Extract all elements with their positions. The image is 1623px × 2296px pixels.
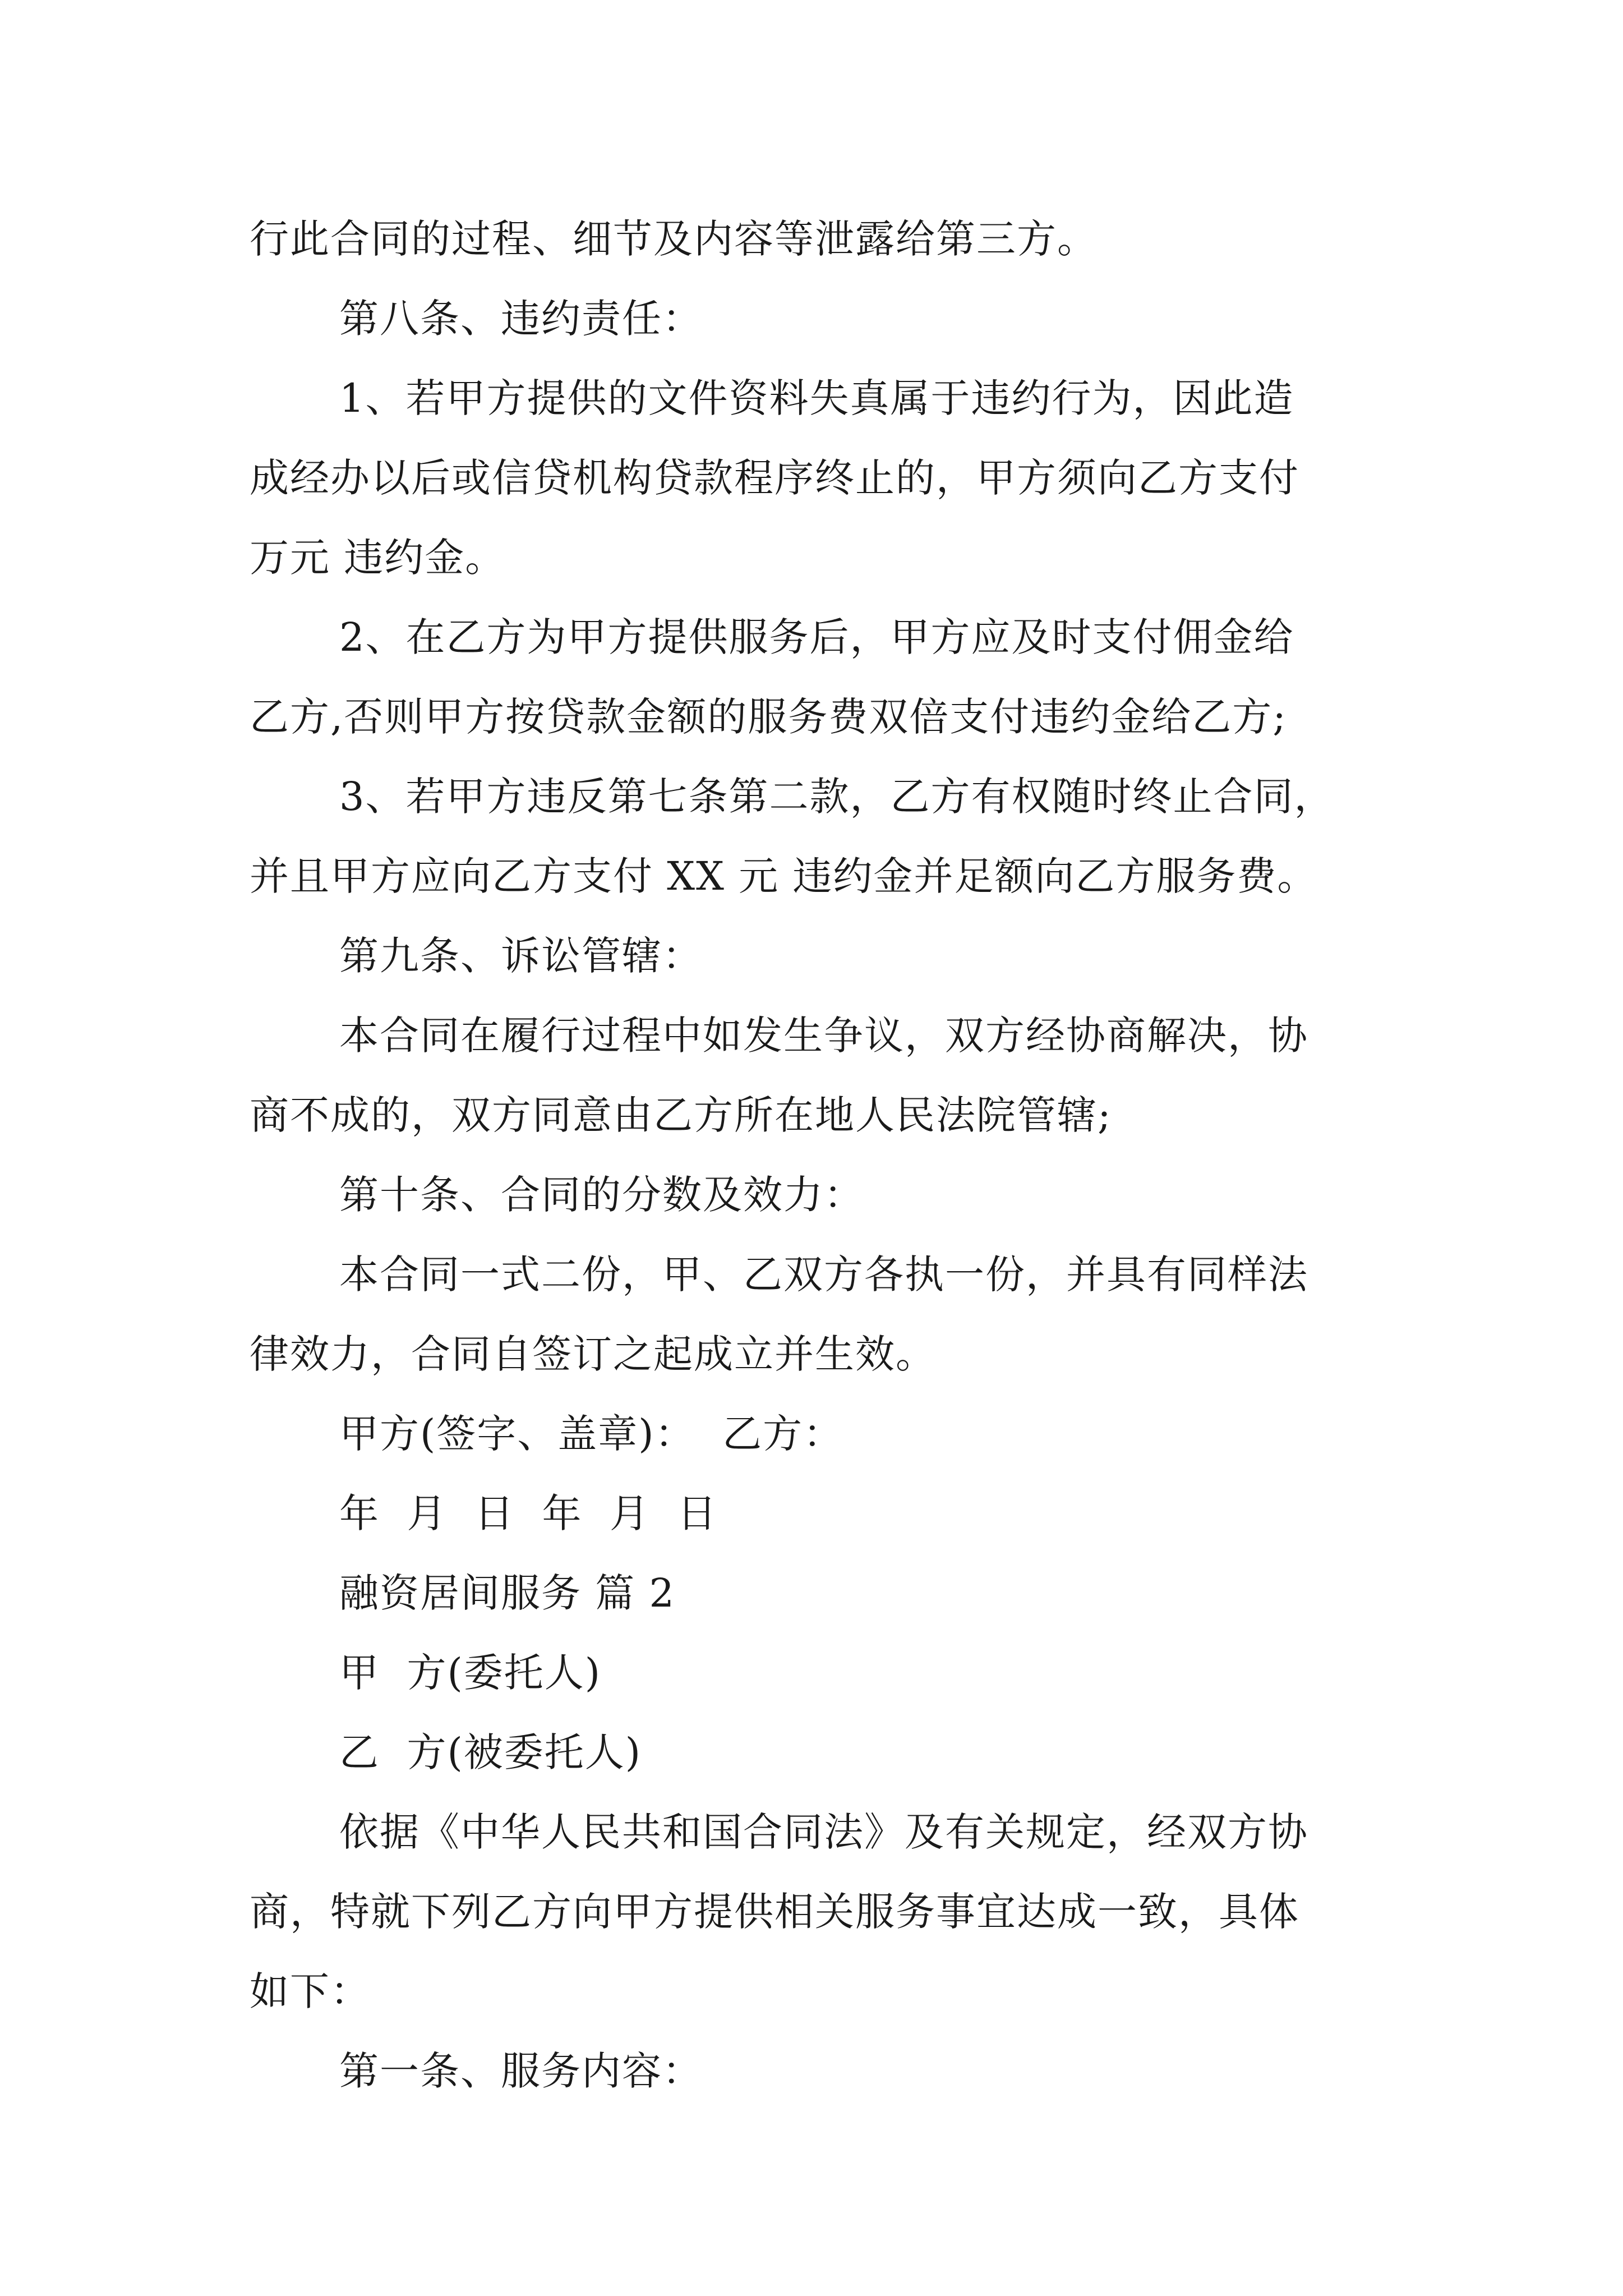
text-line: 2、在乙方为甲方提供服务后，甲方应及时支付佣金给	[339, 614, 1294, 660]
text-line: 成经办以后或信贷机构贷款程序终止的，甲方须向乙方支付	[250, 455, 1299, 501]
party-a-line: 甲 方(委托人)	[339, 1650, 602, 1696]
text-line: 1、若甲方提供的文件资料失真属于违约行为，因此造	[339, 375, 1294, 421]
text-line: 3、若甲方违反第七条第二款，乙方有权随时终止合同，	[339, 774, 1335, 820]
text-line: 本合同在履行过程中如发生争议，双方经协商解决，协	[339, 1013, 1308, 1059]
document-title-part-2: 融资居间服务 篇 2	[339, 1570, 676, 1616]
section-heading-article-8: 第八条、违约责任：	[339, 296, 703, 342]
text-line: 如下：	[250, 1968, 371, 2014]
text-line: 并且甲方应向乙方支付 XX 元 违约金并足额向乙方服务费。	[250, 853, 1318, 899]
section-heading-article-10: 第十条、合同的分数及效力：	[339, 1172, 864, 1218]
text-line: 行此合同的过程、细节及内容等泄露给第三方。	[250, 216, 1098, 262]
text-line: 律效力，合同自签订之起成立并生效。	[250, 1331, 936, 1377]
text-line: 本合同一式二份，甲、乙双方各执一份，并具有同样法	[339, 1251, 1308, 1297]
party-b-line: 乙 方(被委托人)	[339, 1729, 642, 1775]
text-line: 万元 违约金。	[250, 535, 506, 581]
document-body	[250, 199, 1405, 2111]
date-line: 年 月 日 年 月 日	[339, 1490, 718, 1536]
text-line: 乙方,否则甲方按贷款金额的服务费双倍支付违约金给乙方;	[250, 694, 1287, 740]
text-line: 商不成的，双方同意由乙方所在地人民法院管辖;	[250, 1092, 1112, 1138]
section-heading-article-9: 第九条、诉讼管辖：	[339, 933, 703, 979]
text-line: 依据《中华人民共和国合同法》及有关规定，经双方协	[339, 1809, 1308, 1855]
text-line: 商，特就下列乙方向甲方提供相关服务事宜达成一致，具体	[250, 1889, 1299, 1935]
section-heading-article-1: 第一条、服务内容：	[339, 2048, 703, 2094]
signature-line: 甲方(签字、盖章)： 乙方：	[339, 1411, 844, 1457]
